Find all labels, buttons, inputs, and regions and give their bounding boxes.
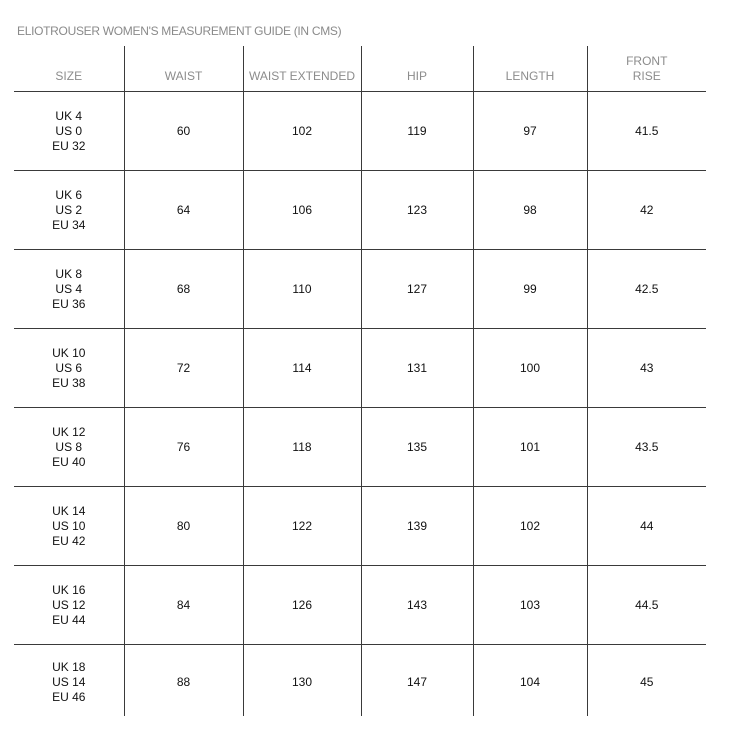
- header-front-rise-line2: RISE: [632, 69, 661, 83]
- table-row: [14, 329, 706, 408]
- size-us: US 10: [52, 518, 86, 533]
- size-cell: [14, 329, 124, 408]
- size-uk: UK 8: [55, 266, 83, 281]
- size-eu: EU 32: [52, 138, 86, 153]
- waist-extended-cell: 118: [243, 408, 361, 487]
- waist-cell: 84: [124, 566, 243, 645]
- length-cell: 101: [473, 408, 587, 487]
- waist-cell: 60: [124, 92, 243, 171]
- length-cell: 98: [473, 171, 587, 250]
- waist-cell: 68: [124, 250, 243, 329]
- length-cell: 99: [473, 250, 587, 329]
- size-us: US 6: [55, 360, 83, 375]
- waist-extended-cell: 126: [243, 566, 361, 645]
- size-uk: UK 4: [55, 108, 83, 123]
- hip-cell: 139: [361, 487, 473, 566]
- waist-extended-cell: 102: [243, 92, 361, 171]
- size-uk: UK 10: [52, 345, 86, 360]
- size-cell: [14, 645, 124, 717]
- table-row: [14, 487, 706, 566]
- size-uk: UK 6: [55, 187, 83, 202]
- size-us: US 14: [52, 674, 86, 689]
- front-rise-cell: 43.5: [587, 408, 706, 487]
- size-eu: EU 40: [52, 454, 86, 469]
- waist-extended-cell: 130: [243, 645, 361, 717]
- table-row: [14, 408, 706, 487]
- table-row: [14, 171, 706, 250]
- hip-cell: 131: [361, 329, 473, 408]
- front-rise-cell: 41.5: [587, 92, 706, 171]
- front-rise-cell: 44.5: [587, 566, 706, 645]
- header-waist-extended: WAIST EXTENDED: [243, 46, 361, 92]
- size-us: US 2: [55, 202, 83, 217]
- header-length: LENGTH: [473, 46, 587, 92]
- waist-cell: 72: [124, 329, 243, 408]
- hip-cell: 119: [361, 92, 473, 171]
- size-eu: EU 36: [52, 296, 86, 311]
- size-cell: [14, 408, 124, 487]
- size-uk: UK 14: [52, 503, 86, 518]
- waist-extended-cell: 122: [243, 487, 361, 566]
- waist-extended-cell: 114: [243, 329, 361, 408]
- length-cell: 104: [473, 645, 587, 717]
- waist-cell: 88: [124, 645, 243, 717]
- hip-cell: 143: [361, 566, 473, 645]
- front-rise-cell: 43: [587, 329, 706, 408]
- waist-cell: 80: [124, 487, 243, 566]
- header-front-rise: [587, 46, 706, 92]
- size-us: US 4: [55, 281, 83, 296]
- table-row: [14, 645, 706, 717]
- header-front-rise-line1: FRONT: [626, 54, 668, 68]
- hip-cell: 147: [361, 645, 473, 717]
- size-cell: [14, 487, 124, 566]
- header-waist: WAIST: [124, 46, 243, 92]
- waist-extended-cell: 106: [243, 171, 361, 250]
- waist-extended-cell: 110: [243, 250, 361, 329]
- length-cell: 102: [473, 487, 587, 566]
- hip-cell: 135: [361, 408, 473, 487]
- size-cell: [14, 92, 124, 171]
- size-uk: UK 18: [52, 659, 86, 674]
- hip-cell: 127: [361, 250, 473, 329]
- size-us: US 12: [52, 597, 86, 612]
- size-eu: EU 38: [52, 375, 86, 390]
- size-us: US 8: [55, 439, 83, 454]
- front-rise-cell: 44: [587, 487, 706, 566]
- table-row: [14, 566, 706, 645]
- length-cell: 97: [473, 92, 587, 171]
- table-row: [14, 92, 706, 171]
- size-eu: EU 34: [52, 217, 86, 232]
- size-cell: [14, 250, 124, 329]
- size-uk: UK 12: [52, 424, 86, 439]
- front-rise-cell: 45: [587, 645, 706, 717]
- page-title: ELIOTROUSER WOMEN'S MEASUREMENT GUIDE (IN CMS): [17, 24, 342, 38]
- hip-cell: 123: [361, 171, 473, 250]
- size-cell: [14, 171, 124, 250]
- header-size: SIZE: [14, 46, 124, 92]
- waist-cell: 64: [124, 171, 243, 250]
- size-us: US 0: [55, 123, 83, 138]
- length-cell: 103: [473, 566, 587, 645]
- size-eu: EU 42: [52, 533, 86, 548]
- size-uk: UK 16: [52, 582, 86, 597]
- measurement-table: [14, 46, 706, 716]
- table-row: [14, 250, 706, 329]
- header-hip: HIP: [361, 46, 473, 92]
- waist-cell: 76: [124, 408, 243, 487]
- front-rise-cell: 42: [587, 171, 706, 250]
- size-eu: EU 44: [52, 612, 86, 627]
- front-rise-cell: 42.5: [587, 250, 706, 329]
- table-header-row: [14, 46, 706, 92]
- size-eu: EU 46: [52, 689, 86, 704]
- size-cell: [14, 566, 124, 645]
- length-cell: 100: [473, 329, 587, 408]
